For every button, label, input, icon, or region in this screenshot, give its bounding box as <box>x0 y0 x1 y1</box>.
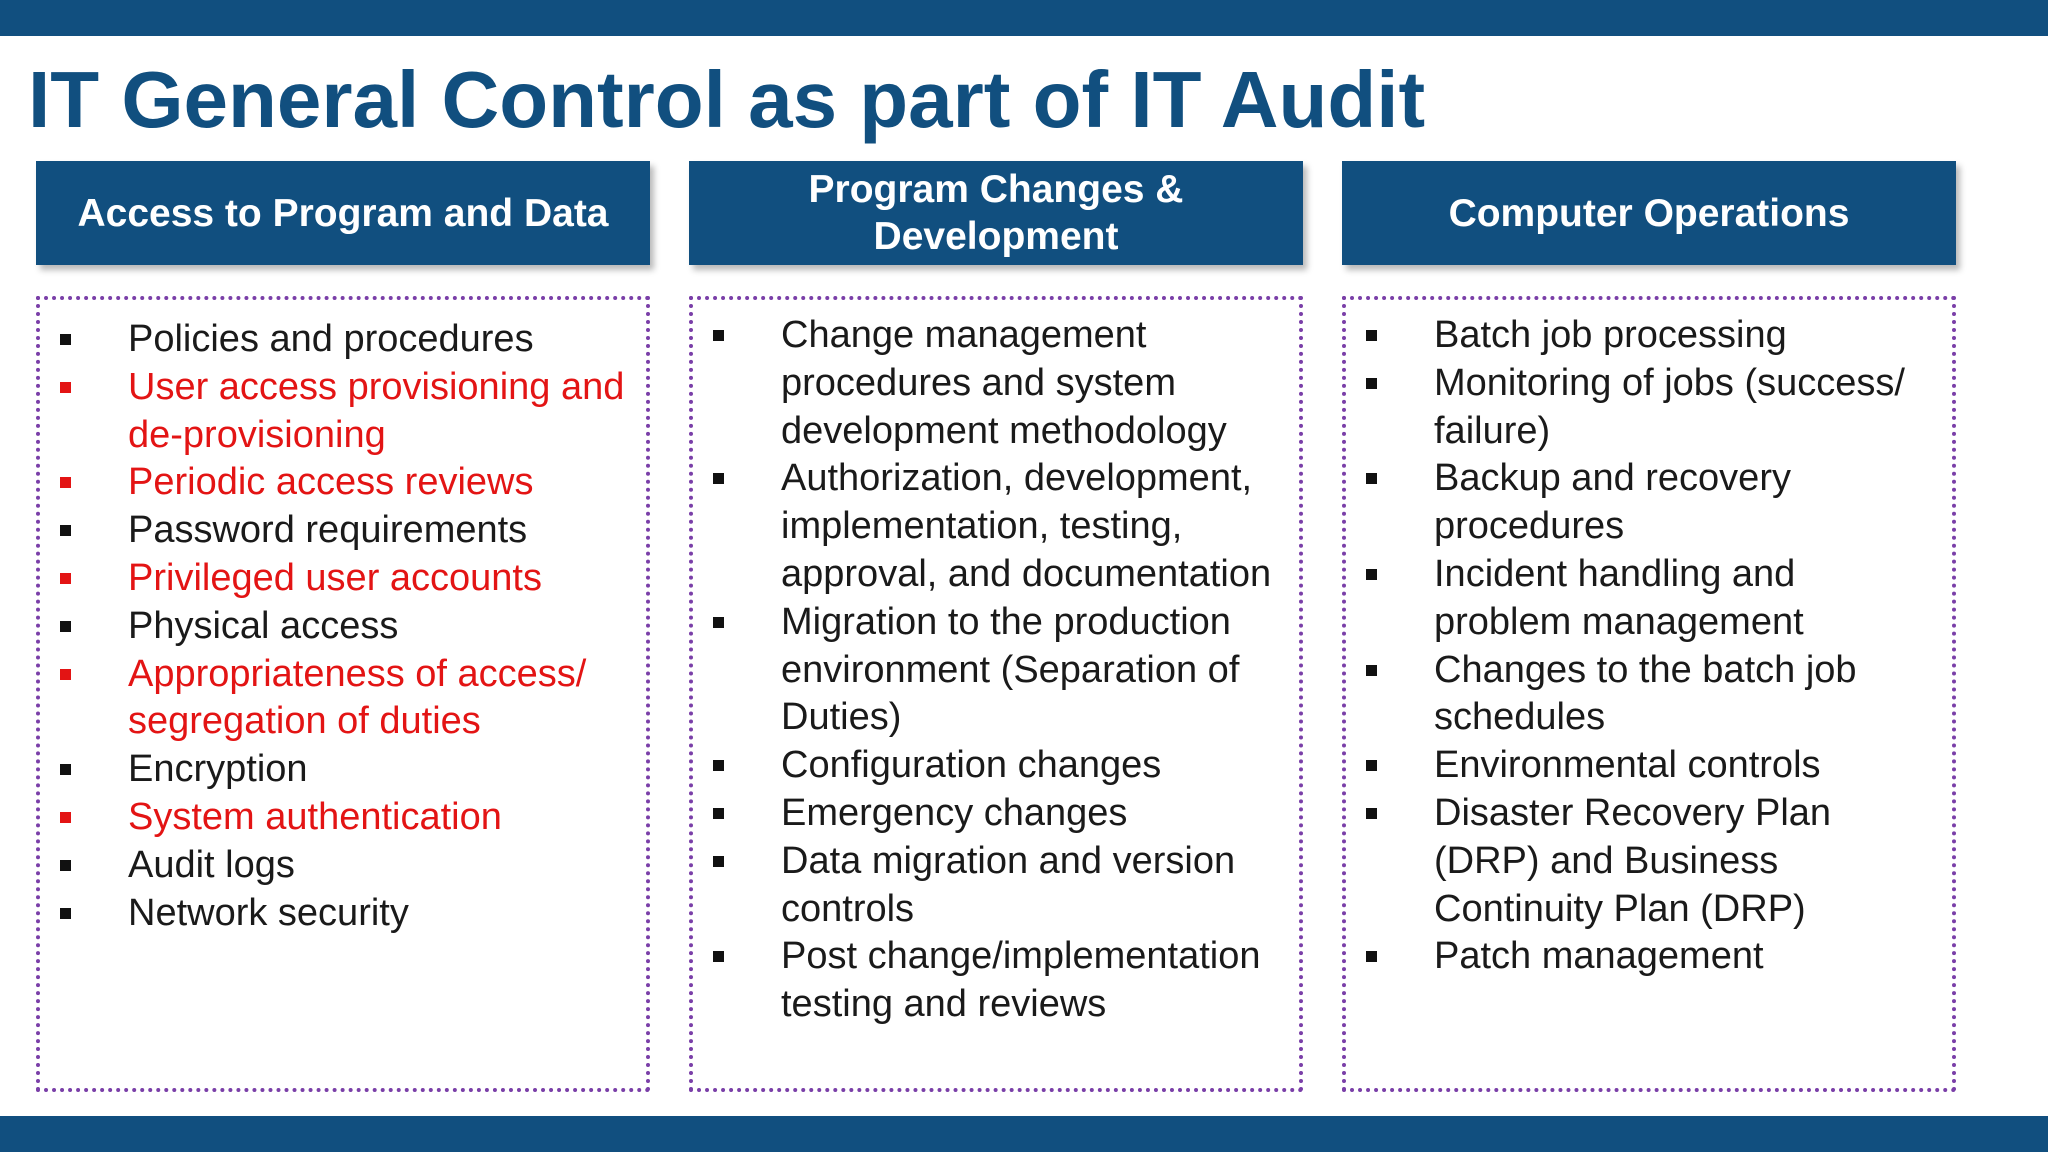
column-box-program-changes <box>689 296 1303 1092</box>
access-controls-list <box>54 316 636 937</box>
square-bullet-icon <box>713 808 724 819</box>
list-item <box>54 507 636 555</box>
list-item <box>707 838 1289 934</box>
top-banner-bar <box>0 0 2048 36</box>
list-item <box>1360 312 1942 360</box>
list-item <box>54 555 636 603</box>
computer-operations-list <box>1360 312 1942 981</box>
square-bullet-icon <box>713 856 724 867</box>
list-item-text: Monitoring of jobs (success/ failure) <box>1434 361 1905 452</box>
list-item-text: Password requirements <box>128 509 528 552</box>
square-bullet-icon <box>1366 665 1377 676</box>
list-item <box>54 842 636 890</box>
list-item-text: Disaster Recovery Plan (DRP) and Business Continuity Plan (DRP) <box>1434 791 1832 930</box>
square-bullet-icon <box>60 525 71 536</box>
square-bullet-icon <box>60 860 71 871</box>
square-bullet-icon <box>60 382 71 393</box>
list-item-text: Policies and procedures <box>128 318 534 360</box>
list-item <box>707 455 1289 598</box>
square-bullet-icon <box>713 951 724 962</box>
square-bullet-icon <box>60 669 71 680</box>
list-item <box>1360 647 1942 743</box>
square-bullet-icon <box>1366 330 1377 341</box>
list-item <box>1360 790 1942 933</box>
list-item-text: Change management procedures and system development methodology <box>781 314 1227 452</box>
bottom-banner-bar <box>0 1116 2048 1152</box>
list-item-text: Changes to the batch job schedules <box>1434 648 1857 739</box>
square-bullet-icon <box>60 621 71 632</box>
list-item <box>54 603 636 651</box>
list-item-text: Environmental controls <box>1434 744 1821 787</box>
column-box-access <box>36 296 650 1092</box>
list-item-text: Periodic access reviews <box>128 461 534 504</box>
square-bullet-icon <box>713 617 724 628</box>
list-item <box>1360 742 1942 790</box>
slide-title: IT General Control as part of IT Audit <box>28 55 1426 144</box>
list-item <box>707 933 1289 1029</box>
list-item <box>54 890 636 938</box>
list-item-text: User access provisioning and de-provisioning <box>128 365 625 456</box>
list-item-text: Encryption <box>128 748 308 791</box>
list-item <box>54 746 636 794</box>
square-bullet-icon <box>713 473 724 484</box>
list-item-text: Network security <box>128 891 409 934</box>
list-item-text: Emergency changes <box>781 791 1128 834</box>
list-item-text: Incident handling and problem management <box>1434 552 1804 643</box>
list-item <box>707 742 1289 790</box>
square-bullet-icon <box>60 334 71 345</box>
list-item-text: Backup and recovery procedures <box>1434 457 1791 548</box>
list-item-text: Physical access <box>128 604 399 647</box>
square-bullet-icon <box>1366 473 1377 484</box>
list-item <box>54 651 636 747</box>
list-item <box>707 790 1289 838</box>
list-item <box>707 312 1289 455</box>
column-header-access: Access to Program and Data <box>36 161 650 265</box>
square-bullet-icon <box>60 477 71 488</box>
square-bullet-icon <box>713 330 724 341</box>
column-box-computer-operations <box>1342 296 1956 1092</box>
list-item <box>1360 551 1942 647</box>
list-item-text: Data migration and version controls <box>781 839 1236 930</box>
square-bullet-icon <box>60 812 71 823</box>
square-bullet-icon <box>60 908 71 919</box>
list-item <box>54 316 636 364</box>
list-item-text: Appropriateness of access/ segregation of duties <box>128 652 587 743</box>
list-item <box>54 364 636 460</box>
list-item-text: Migration to the production environment (Separation of Duties) <box>781 600 1240 739</box>
list-item <box>707 599 1289 742</box>
square-bullet-icon <box>1366 569 1377 580</box>
square-bullet-icon <box>713 760 724 771</box>
list-item-text: Configuration changes <box>781 744 1162 787</box>
square-bullet-icon <box>1366 760 1377 771</box>
list-item-text: Patch management <box>1434 935 1764 978</box>
list-item-text: Privileged user accounts <box>128 556 542 599</box>
list-item <box>54 459 636 507</box>
square-bullet-icon <box>1366 808 1377 819</box>
column-header-program-changes: Program Changes & Development <box>689 161 1303 265</box>
column-header-computer-operations: Computer Operations <box>1342 161 1956 265</box>
list-item-text: Post change/implementation testing and reviews <box>781 935 1261 1026</box>
square-bullet-icon <box>1366 951 1377 962</box>
program-changes-list <box>707 312 1289 1029</box>
list-item <box>1360 360 1942 456</box>
list-item-text: Authorization, development, implementation, testing, approval, and documentation <box>781 457 1272 595</box>
list-item-text: Batch job processing <box>1434 314 1787 356</box>
list-item-text: System authentication <box>128 795 502 838</box>
square-bullet-icon <box>60 764 71 775</box>
list-item-text: Audit logs <box>128 843 295 886</box>
list-item <box>1360 933 1942 981</box>
list-item <box>1360 455 1942 551</box>
list-item <box>54 794 636 842</box>
square-bullet-icon <box>60 573 71 584</box>
square-bullet-icon <box>1366 378 1377 389</box>
